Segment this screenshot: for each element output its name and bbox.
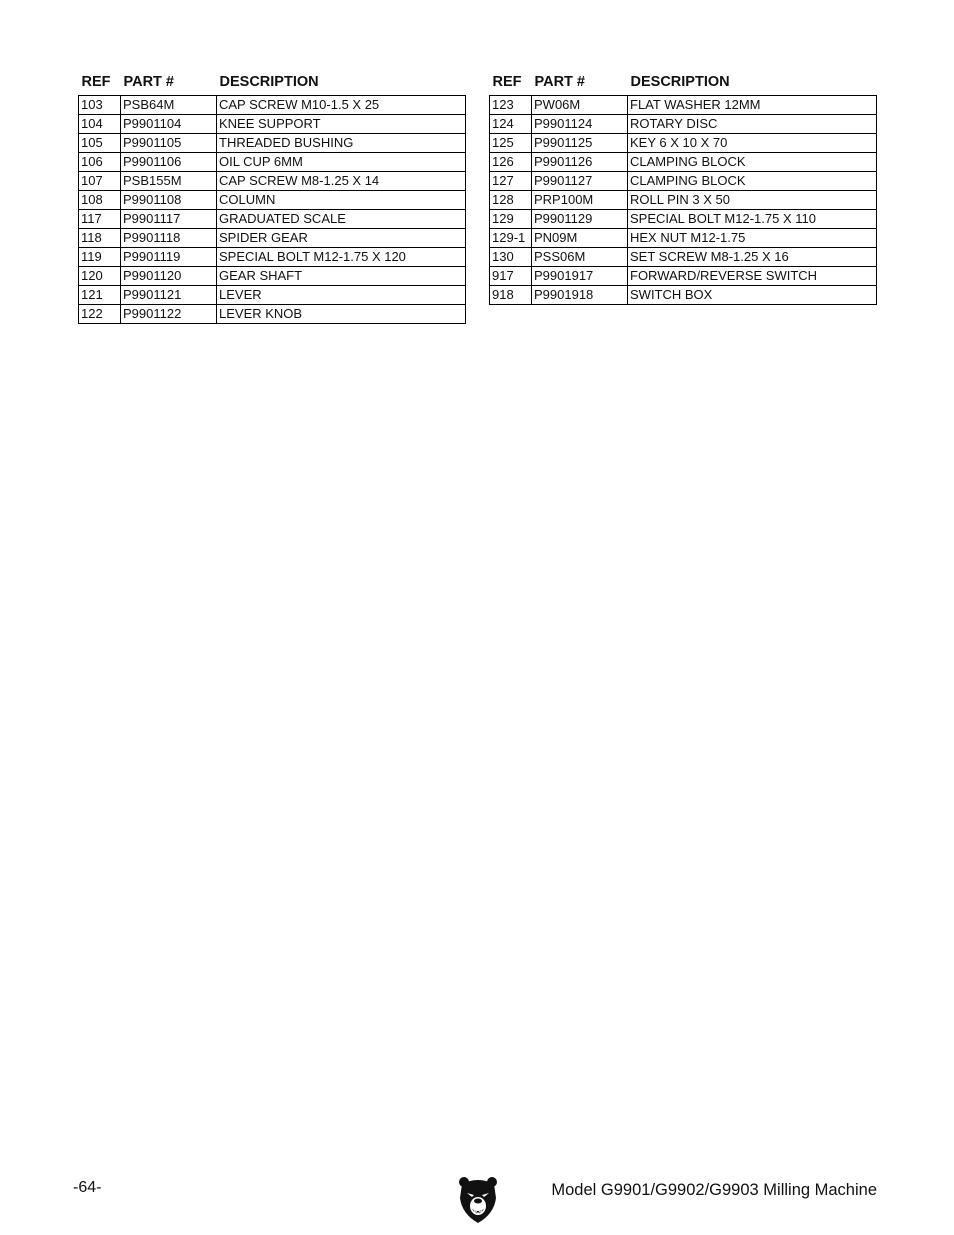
cell-part-number: PSB64M: [121, 96, 217, 115]
cell-ref: 108: [79, 191, 121, 210]
model-title: Model G9901/G9902/G9903 Milling Machine: [551, 1181, 877, 1199]
cell-part-number: P9901917: [532, 267, 628, 286]
cell-ref: 123: [490, 96, 532, 115]
table-row: [79, 191, 466, 210]
cell-part-number: P9901127: [532, 172, 628, 191]
cell-description: CAP SCREW M8-1.25 X 14: [217, 172, 466, 191]
cell-ref: 105: [79, 134, 121, 153]
parts-table-right: [489, 72, 877, 305]
column-header-description: DESCRIPTION: [219, 74, 319, 90]
table-row: [79, 305, 466, 324]
cell-ref: 125: [490, 134, 532, 153]
cell-part-number: P9901119: [121, 248, 217, 267]
cell-description: ROTARY DISC: [628, 115, 877, 134]
cell-part-number: PSB155M: [121, 172, 217, 191]
column-header-ref: REF: [492, 74, 522, 90]
cell-part-number: P9901120: [121, 267, 217, 286]
cell-ref: 104: [79, 115, 121, 134]
cell-ref: 120: [79, 267, 121, 286]
table-row: [490, 153, 877, 172]
parts-table-right-body: [490, 96, 877, 305]
cell-description: SET SCREW M8-1.25 X 16: [628, 248, 877, 267]
column-header-part: PART #: [123, 74, 174, 90]
cell-ref: 119: [79, 248, 121, 267]
cell-description: CLAMPING BLOCK: [628, 172, 877, 191]
table-row: [79, 248, 466, 267]
cell-description: CAP SCREW M10-1.5 X 25: [217, 96, 466, 115]
cell-ref: 122: [79, 305, 121, 324]
table-header-row: [490, 72, 877, 96]
table-row: [490, 191, 877, 210]
cell-description: GEAR SHAFT: [217, 267, 466, 286]
cell-part-number: PN09M: [532, 229, 628, 248]
column-header-part: PART #: [534, 74, 585, 90]
cell-description: COLUMN: [217, 191, 466, 210]
cell-ref: 130: [490, 248, 532, 267]
cell-description: GRADUATED SCALE: [217, 210, 466, 229]
table-row: [490, 248, 877, 267]
cell-part-number: PRP100M: [532, 191, 628, 210]
table-row: [490, 229, 877, 248]
cell-ref: 918: [490, 286, 532, 305]
cell-ref: 129: [490, 210, 532, 229]
cell-part-number: PW06M: [532, 96, 628, 115]
table-row: [490, 172, 877, 191]
table-row: [490, 286, 877, 305]
cell-part-number: P9901106: [121, 153, 217, 172]
cell-part-number: P9901121: [121, 286, 217, 305]
table-row: [79, 153, 466, 172]
cell-description: SPIDER GEAR: [217, 229, 466, 248]
cell-part-number: PSS06M: [532, 248, 628, 267]
cell-description: FLAT WASHER 12MM: [628, 96, 877, 115]
cell-ref: 128: [490, 191, 532, 210]
table-row: [79, 115, 466, 134]
cell-part-number: P9901104: [121, 115, 217, 134]
cell-description: SWITCH BOX: [628, 286, 877, 305]
cell-description: THREADED BUSHING: [217, 134, 466, 153]
cell-description: KNEE SUPPORT: [217, 115, 466, 134]
page-number: -64-: [73, 1179, 102, 1196]
cell-part-number: P9901117: [121, 210, 217, 229]
cell-ref: 106: [79, 153, 121, 172]
cell-description: LEVER: [217, 286, 466, 305]
column-header-ref: REF: [81, 74, 111, 90]
table-row: [79, 210, 466, 229]
table-row: [79, 267, 466, 286]
table-row: [490, 96, 877, 115]
table-row: [79, 172, 466, 191]
cell-description: CLAMPING BLOCK: [628, 153, 877, 172]
table-row: [79, 229, 466, 248]
cell-description: SPECIAL BOLT M12-1.75 X 120: [217, 248, 466, 267]
table-header-row: [79, 72, 466, 96]
cell-ref: 127: [490, 172, 532, 191]
cell-ref: 118: [79, 229, 121, 248]
cell-part-number: P9901129: [532, 210, 628, 229]
cell-part-number: P9901105: [121, 134, 217, 153]
parts-table-left: [78, 72, 466, 324]
table-row: [79, 134, 466, 153]
table-row: [490, 134, 877, 153]
cell-description: LEVER KNOB: [217, 305, 466, 324]
bear-head-icon: [458, 1176, 498, 1224]
column-header-description: DESCRIPTION: [630, 74, 730, 90]
cell-ref: 121: [79, 286, 121, 305]
cell-ref: 124: [490, 115, 532, 134]
cell-part-number: P9901124: [532, 115, 628, 134]
table-row: [79, 96, 466, 115]
cell-ref: 917: [490, 267, 532, 286]
cell-part-number: P9901108: [121, 191, 217, 210]
cell-description: SPECIAL BOLT M12-1.75 X 110: [628, 210, 877, 229]
cell-ref: 107: [79, 172, 121, 191]
cell-description: ROLL PIN 3 X 50: [628, 191, 877, 210]
cell-ref: 129-1: [490, 229, 532, 248]
cell-ref: 126: [490, 153, 532, 172]
table-row: [79, 286, 466, 305]
table-row: [490, 210, 877, 229]
cell-part-number: P9901126: [532, 153, 628, 172]
cell-description: OIL CUP 6MM: [217, 153, 466, 172]
cell-description: KEY 6 X 10 X 70: [628, 134, 877, 153]
cell-part-number: P9901125: [532, 134, 628, 153]
table-row: [490, 115, 877, 134]
cell-description: HEX NUT M12-1.75: [628, 229, 877, 248]
parts-table-left-body: [79, 96, 466, 324]
cell-description: FORWARD/REVERSE SWITCH: [628, 267, 877, 286]
table-row: [490, 267, 877, 286]
cell-part-number: P9901118: [121, 229, 217, 248]
cell-ref: 103: [79, 96, 121, 115]
cell-ref: 117: [79, 210, 121, 229]
cell-part-number: P9901122: [121, 305, 217, 324]
cell-part-number: P9901918: [532, 286, 628, 305]
